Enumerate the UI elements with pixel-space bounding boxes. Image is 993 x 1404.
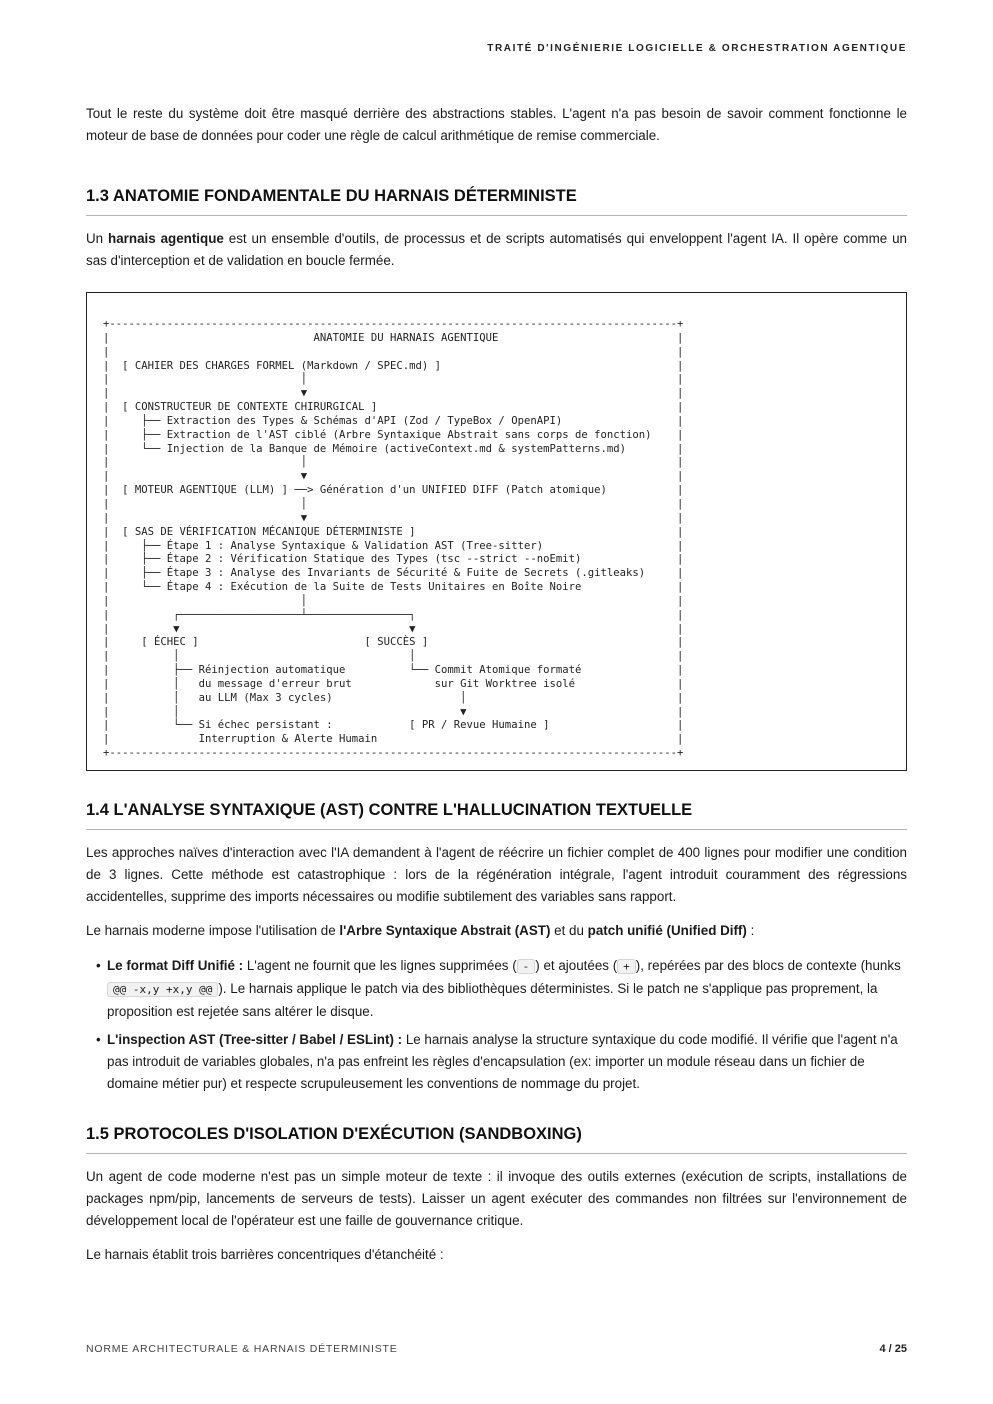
- section-1-4-list: [86, 955, 907, 1095]
- text-run: ), repérées par des blocs de contexte (hunks: [635, 958, 901, 973]
- page-body: [86, 103, 907, 1266]
- page-number: 4 / 25: [879, 1343, 907, 1355]
- inline-code: -: [517, 959, 536, 974]
- running-header: TRAITÉ D'INGÉNIERIE LOGICIELLE & ORCHESTRATION AGENTIQUE: [487, 43, 907, 54]
- text-run: :: [746, 923, 755, 938]
- bold-term: L'inspection AST (Tree-sitter / Babel / ESLint) :: [107, 1032, 403, 1047]
- bold-term: l'Arbre Syntaxique Abstrait (AST): [339, 923, 551, 938]
- section-1-5-paragraph-1: Un agent de code moderne n'est pas un simple moteur de texte : il invoque des outils externes (exécution de scripts, installations de packages npm/pip, lancements de serveurs de tests). Laisser un agent exécuter des commandes non filtrées sur l'environnement de développement local de l'opérateur est une faille de gouvernance critique.: [86, 1169, 907, 1228]
- text-run: Le harnais moderne impose l'utilisation de: [86, 923, 340, 938]
- harness-anatomy-diagram: [86, 292, 907, 771]
- text-run: ) et ajoutées (: [535, 958, 618, 973]
- text-run: L'agent ne fournit que les lignes supprimées (: [243, 958, 517, 973]
- inline-code: @@ -x,y +x,y @@: [107, 982, 218, 997]
- footer-title: NORME ARCHITECTURALE & HARNAIS DÉTERMINISTE: [86, 1343, 398, 1355]
- list-item: [96, 955, 907, 1023]
- text-run: est un ensemble d'outils, de processus et de scripts automatisés qui enveloppent l'agent IA. Il opère comme un sas d'interception et de validation en boucle fermée.: [86, 231, 908, 268]
- bullet-icon: •: [96, 1032, 101, 1047]
- section-1-5-paragraph-2: Le harnais établit trois barrières concentriques d'étanchéité :: [86, 1247, 444, 1262]
- intro-paragraph: Tout le reste du système doit être masqué derrière des abstractions stables. L'agent n'a pas besoin de savoir comment fonctionne le moteur de base de données pour coder une règle de calcul arithmétique de remise commerciale.: [86, 106, 907, 143]
- section-1-4-heading: 1.4 L'ANALYSE SYNTAXIQUE (AST) CONTRE L'HALLUCINATION TEXTUELLE: [86, 801, 907, 830]
- section-1-4-paragraph-2: [86, 920, 907, 942]
- inline-code: +: [617, 959, 636, 974]
- text-run: Le harnais analyse la structure syntaxique du code modifié. Il vérifie que l'agent n'a pas introduit de variables globales, n'a pas enfreint les règles d'encapsulation (ex: importer un module réseau dans un fichier de domaine métier pur) et respecte scrupuleusement les conventions de nommage du projet.: [107, 1032, 898, 1091]
- section-1-3-heading: 1.3 ANATOMIE FONDAMENTALE DU HARNAIS DÉTERMINISTE: [86, 187, 907, 216]
- text-run: Un: [86, 231, 109, 246]
- section-1-4-paragraph-1: Les approches naïves d'interaction avec l'IA demandent à l'agent de réécrire un fichier complet de 400 lignes pour modifier une condition de 3 lignes. Cette méthode est catastrophique : lors de la régénération intégrale, l'agent introduit couramment des régressions accidentelles, supprime des imports nécessaires ou modifie subtilement des variables sans rapport.: [86, 845, 907, 904]
- bold-term: patch unifié (Unified Diff): [587, 923, 747, 938]
- text-run: et du: [550, 923, 588, 938]
- bold-term: harnais agentique: [108, 231, 224, 246]
- list-item: [96, 1029, 907, 1095]
- text-run: ). Le harnais applique le patch via des bibliothèques déterministes. Si le patch ne s'applique pas proprement, la proposition est rejetée sans altérer le disque.: [107, 981, 878, 1019]
- bullet-icon: •: [96, 958, 101, 973]
- bold-term: Le format Diff Unifié :: [107, 958, 244, 973]
- ascii-diagram: +-----------------------------------------------------------------------------------------+ | ANATOMIE DU HARNAIS AGENTIQUE | | | | [ CAHIER DES CHARGES FORMEL (Markdown / SPEC.md) ] | | │ | | ▼ | | [ CONSTRUCTEUR DE CONTEXTE CHIRURGICAL ] | | ├── Extraction des Types & Schémas d'API (Zod / TypeBox / OpenAPI) | | ├── Extraction de l'AST ciblé (Arbre Syntaxique Abstrait sans corps de fonction) | | └── Injection de la Banque de Mémoire (activeContext.md & systemPatterns.md) | | │ | | ▼ | | [ MOTEUR AGENTIQUE (LLM) ] ──> Génération d'un UNIFIED DIFF (Patch atomique) | | │ | | ▼ | | [ SAS DE VÉRIFICATION MÉCANIQUE DÉTERMINISTE ] | | ├── Étape 1 : Analyse Syntaxique & Validation AST (Tree-sitter) | | ├── Étape 2 : Vérification Statique des Types (tsc --strict --noEmit) | | ├── Étape 3 : Analyse des Invariants de Sécurité & Fuite de Secrets (.gitleaks) | | └── Étape 4 : Exécution de la Suite de Tests Unitaires en Boîte Noire | | │ | | ┌───────────────────┴────────────────┐ | | ▼ ▼ | | [ ÉCHEC ] [ SUCCÈS ] | | │ │ | | ├── Réinjection automatique └── Commit Atomique formaté | | │ du message d'erreur brut sur Git Worktree isolé | | │ au LLM (Max 3 cycles) │ | | │ ▼ | | └── Si échec persistant : [ PR / Revue Humaine ] | | Interruption & Alerte Humain | +-----------------------------------------------------------------------------------------+: [103, 318, 684, 760]
- section-1-5-heading: 1.5 PROTOCOLES D'ISOLATION D'EXÉCUTION (SANDBOXING): [86, 1125, 907, 1154]
- section-1-3-paragraph: [86, 228, 907, 272]
